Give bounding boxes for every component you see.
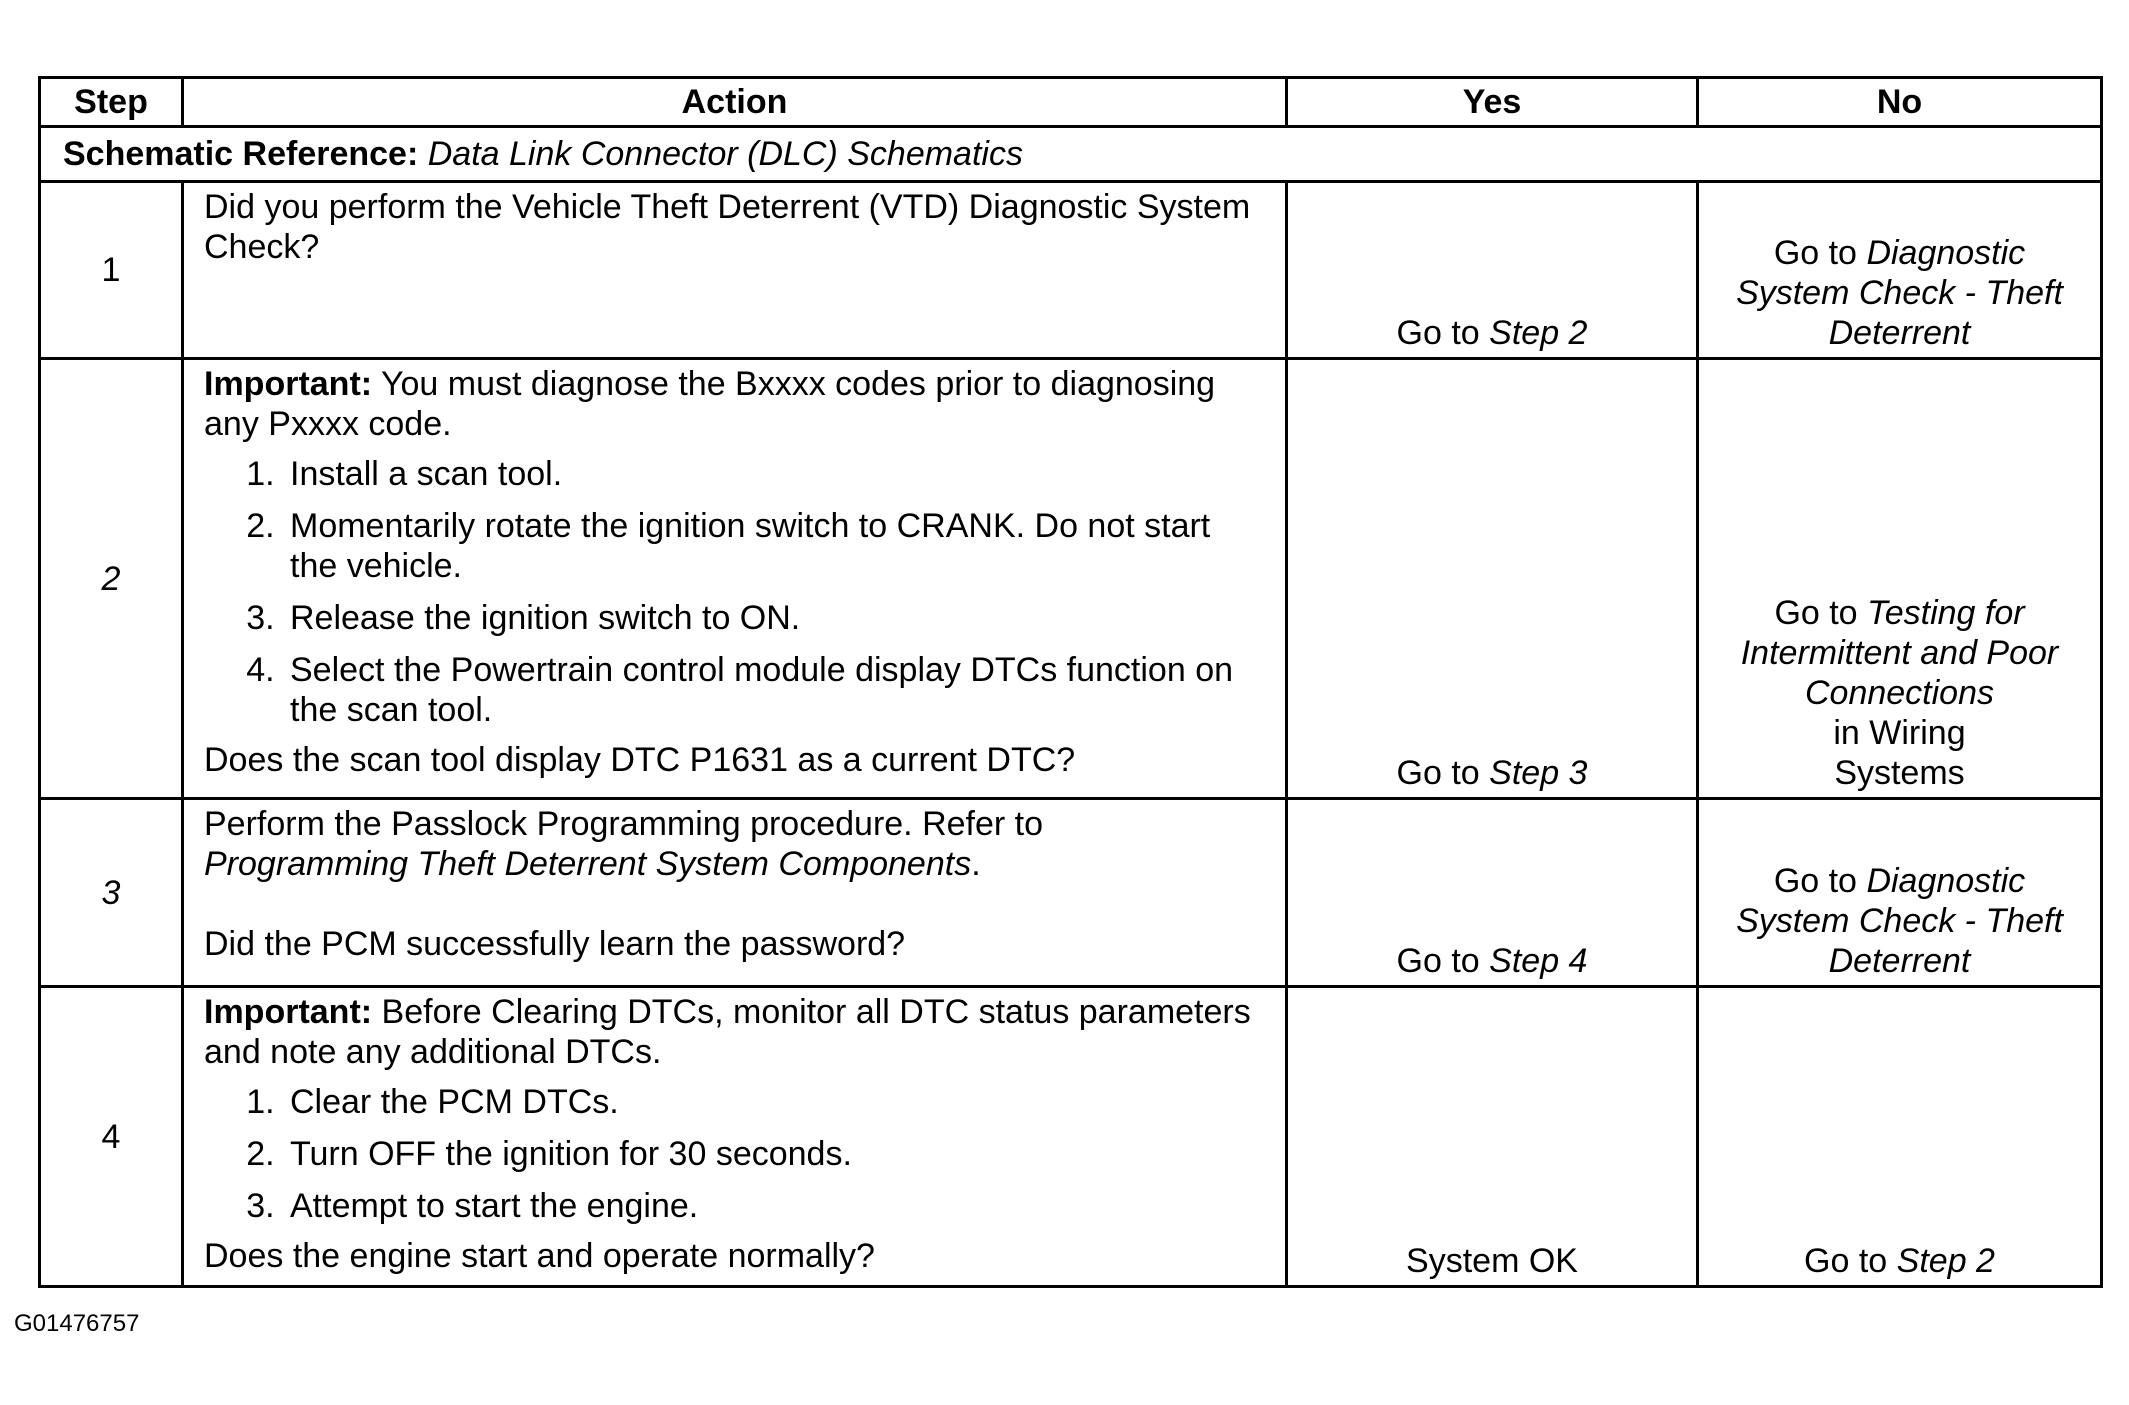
list-item: 2. Turn OFF the ignition for 30 seconds. <box>284 1134 1265 1174</box>
step-number: 3 <box>40 799 183 987</box>
action-question: Did the PCM successfully learn the password? <box>204 925 906 963</box>
figure-id: G01476757 <box>14 1310 140 1337</box>
header-no: No <box>1698 78 2102 127</box>
table-row <box>40 987 2102 1287</box>
important-note <box>204 364 1265 444</box>
schematic-reference-row <box>40 127 2102 182</box>
no-link[interactable]: Diagnostic System Check - Theft Deterrent <box>1736 862 2063 980</box>
schematic-reference-label: Schematic Reference: <box>63 135 419 173</box>
table-row <box>40 182 2102 359</box>
header-row <box>40 78 2102 127</box>
reference-end: . <box>971 845 981 883</box>
yes-step-link[interactable]: Step 3 <box>1489 754 1588 792</box>
yes-step-link[interactable]: Step 2 <box>1489 314 1588 352</box>
no-suffix: in Wiring <box>1833 714 1966 752</box>
important-text: You must diagnose the Bxxxx codes prior to diagnosing any Pxxxx code. <box>204 365 1216 443</box>
no-link[interactable]: Diagnostic System Check - Theft Deterrent <box>1736 234 2063 352</box>
list-item: 2. Momentarily rotate the ignition switch to CRANK. Do not start the vehicle. <box>284 506 1265 586</box>
important-label: Important: <box>204 365 373 403</box>
action-cell <box>183 987 1287 1287</box>
no-prefix: Go to <box>1774 594 1858 632</box>
table-row <box>40 359 2102 799</box>
header-action: Action <box>183 78 1287 127</box>
yes-cell <box>1287 987 1698 1287</box>
no-suffix: Systems <box>1834 754 1965 792</box>
action-question: Does the scan tool display DTC P1631 as a current DTC? <box>204 741 1076 779</box>
step-number: 2 <box>40 359 183 799</box>
diagnostic-table <box>38 76 2103 1288</box>
important-note <box>204 992 1265 1072</box>
substep-list <box>204 1082 1265 1226</box>
action-reference <box>204 844 1265 884</box>
yes-cell <box>1287 359 1698 799</box>
schematic-reference <box>40 127 2102 182</box>
action-question: Does the engine start and operate normally? <box>204 1237 875 1275</box>
table-row <box>40 799 2102 987</box>
substep-list <box>204 454 1265 730</box>
action-cell <box>183 182 1287 359</box>
action-text: Did you perform the Vehicle Theft Deterrent (VTD) Diagnostic System Check? <box>204 188 1251 266</box>
list-item: 1. Clear the PCM DTCs. <box>284 1082 1265 1122</box>
no-cell <box>1698 182 2102 359</box>
no-prefix: Go to <box>1804 1242 1888 1280</box>
yes-prefix: Go to <box>1396 314 1480 352</box>
no-cell <box>1698 359 2102 799</box>
header-step: Step <box>40 78 183 127</box>
important-text: Before Clearing DTCs, monitor all DTC status parameters and note any additional DTCs. <box>204 993 1251 1071</box>
no-prefix: Go to <box>1773 234 1857 272</box>
no-prefix: Go to <box>1773 862 1857 900</box>
action-text: Perform the Passlock Programming procedure. Refer to <box>204 805 1044 843</box>
step-number: 1 <box>40 182 183 359</box>
yes-prefix: Go to <box>1396 754 1480 792</box>
schematic-reference-link[interactable]: Data Link Connector (DLC) Schematics <box>427 135 1023 173</box>
no-cell <box>1698 799 2102 987</box>
no-link[interactable]: Testing for Intermittent and Poor Connections <box>1740 594 2059 712</box>
yes-cell <box>1287 799 1698 987</box>
no-step-link[interactable]: Step 2 <box>1896 1242 1995 1280</box>
step-number: 4 <box>40 987 183 1287</box>
list-item: 1. Install a scan tool. <box>284 454 1265 494</box>
header-yes: Yes <box>1287 78 1698 127</box>
yes-prefix: Go to <box>1396 942 1480 980</box>
action-cell <box>183 359 1287 799</box>
list-item: 4. Select the Powertrain control module display DTCs function on the scan tool. <box>284 650 1265 730</box>
list-item: 3. Release the ignition switch to ON. <box>284 598 1265 638</box>
list-item: 3. Attempt to start the engine. <box>284 1186 1265 1226</box>
action-cell <box>183 799 1287 987</box>
important-label: Important: <box>204 993 373 1031</box>
yes-step-link[interactable]: Step 4 <box>1489 942 1588 980</box>
yes-text: System OK <box>1406 1242 1578 1280</box>
reference-link[interactable]: Programming Theft Deterrent System Components <box>204 845 972 883</box>
no-cell <box>1698 987 2102 1287</box>
yes-cell <box>1287 182 1698 359</box>
